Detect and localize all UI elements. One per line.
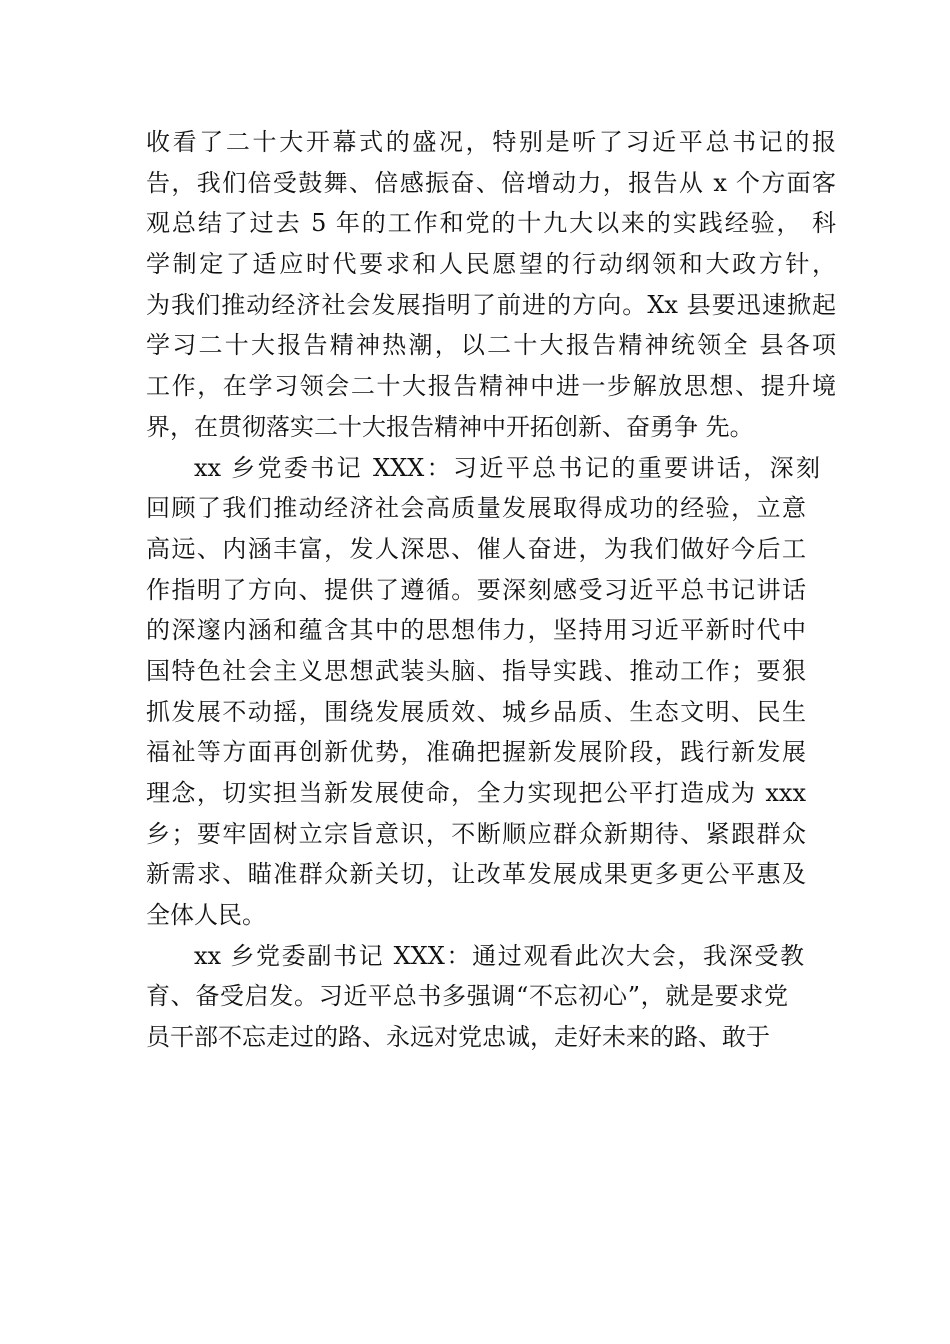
text-line: 国特色社会主义思想武装头脑、指导实践、推动工作；要狠 [146, 656, 806, 685]
text-line: 告，我们倍受鼓舞、倍感振奋、倍增动力，报告从 x 个方面客 [146, 168, 836, 197]
document-body [146, 122, 836, 1058]
text-line: 观总结了过去 5 年的工作和党的十九大以来的实践经验， 科 [146, 209, 836, 238]
text-line: 高远、内涵丰富，发人深思、催人奋进，为我们做好今后工 [146, 534, 806, 563]
text-line: 福祉等方面再创新优势，准确把握新发展阶段，践行新发展 [146, 738, 806, 767]
text-line: 抓发展不动摇，围绕发展质效、城乡品质、生态文明、民生 [146, 697, 806, 726]
text-line-last: 全体人民。 [146, 901, 266, 930]
text-line: 学制定了适应时代要求和人民愿望的行动纲领和大政方针， [146, 250, 836, 279]
text-line: 为我们推动经济社会发展指明了前进的方向。Xx 县要迅速掀起 [146, 290, 836, 319]
text-line: 回顾了我们推动经济社会高质量发展取得成功的经验，立意 [146, 494, 806, 523]
text-line: 乡；要牢固树立宗旨意识，不断顺应群众新期待、紧跟群众 [146, 819, 806, 848]
text-line: 作指明了方向、提供了遵循。要深刻感受习近平总书记讲话 [146, 575, 806, 604]
paragraph-start-line: xx 乡党委副书记 XXX：通过观看此次大会，我深受教 [194, 941, 804, 970]
text-line: 工作，在学习领会二十大报告精神中进一步解放思想、提升境 [146, 372, 836, 401]
paragraph-start-line: xx 乡党委书记 XXX：习近平总书记的重要讲话，深刻 [194, 453, 820, 482]
text-line: 学习二十大报告精神热潮，以二十大报告精神统领全 县各项 [146, 331, 836, 360]
text-line: 育、备受启发。习近平总书多强调“不忘初心”，就是要求党 [146, 982, 788, 1011]
text-line-last: 界，在贯彻落实二十大报告精神中开拓创新、奋勇争 先。 [146, 412, 754, 441]
text-line: 员干部不忘走过的路、永远对党忠诚，走好未来的路、敢于 [146, 1023, 770, 1052]
text-line: 理念，切实担当新发展使命，全力实现把公平打造成为 xxx [146, 779, 806, 807]
text-line: 的深邃内涵和蕴含其中的思想伟力，坚持用习近平新时代中 [146, 616, 806, 645]
text-line: 新需求、瞄准群众新关切，让改革发展成果更多更公平惠及 [146, 860, 806, 889]
text-line: 收看了二十大开幕式的盛况，特别是听了习近平总书记的报 [146, 128, 836, 156]
